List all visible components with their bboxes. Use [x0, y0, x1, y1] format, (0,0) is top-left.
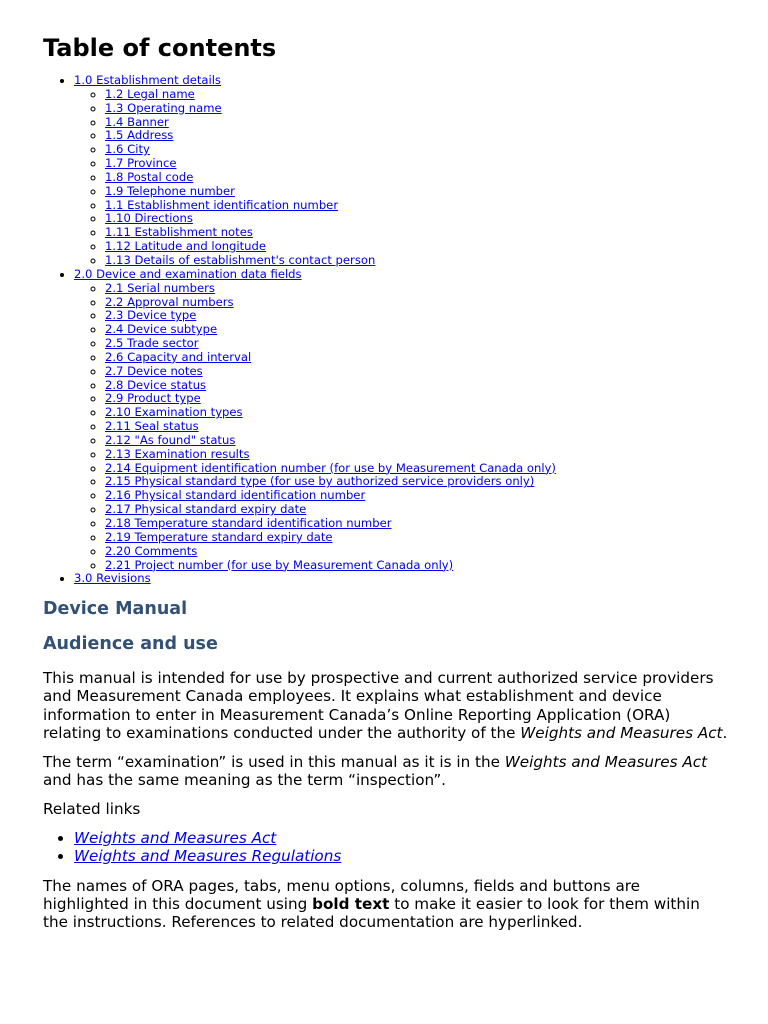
list-item [74, 847, 728, 865]
toc-item [105, 462, 728, 476]
act-title-italic: Weights and Measures Act [504, 753, 708, 772]
paragraph-term-definition [43, 753, 728, 789]
toc-link-2-4[interactable]: 2.4 Device subtype [105, 322, 218, 337]
toc-link-2-6[interactable]: 2.6 Capacity and interval [105, 349, 252, 364]
toc-link-2-10[interactable]: 2.10 Examination types [105, 405, 243, 420]
toc-link-section-3[interactable]: 3.0 Revisions [74, 571, 151, 586]
toc-subsection-list-1 [74, 88, 728, 268]
bold-text-example: bold text [312, 895, 390, 914]
related-links-label: Related links [43, 800, 141, 819]
toc-item [105, 129, 728, 143]
link-weights-and-measures-act[interactable]: Weights and Measures Act [74, 828, 277, 847]
paragraph-note-text: The names of ORA pages, tabs, menu options, columns, fields and buttons are highlighted in this document using [43, 877, 641, 914]
toc-link-1-12[interactable]: 1.12 Latitude and longitude [105, 239, 267, 254]
toc-link-2-12[interactable]: 2.12 "As found" status [105, 432, 236, 447]
toc-link-2-14[interactable]: 2.14 Equipment identification number (for use by Measurement Canada only) [105, 460, 556, 475]
toc-title: Table of contents [43, 34, 277, 62]
toc-item [105, 226, 728, 240]
toc-link-1-11[interactable]: 1.11 Establishment notes [105, 225, 253, 240]
heading-device-manual: Device Manual [43, 599, 188, 620]
toc-item [105, 88, 728, 102]
toc-item [105, 102, 728, 116]
toc-link-2-20[interactable]: 2.20 Comments [105, 543, 198, 558]
toc-link-1-9[interactable]: 1.9 Telephone number [105, 183, 235, 198]
toc-link-2-9[interactable]: 2.9 Product type [105, 391, 201, 406]
toc-item [105, 545, 728, 559]
toc-item [105, 199, 728, 213]
toc-item [105, 406, 728, 420]
related-links-list [43, 829, 728, 865]
paragraph-intro-text: This manual is intended for use by prospective and current authorized service providers and Measurement Canada employees. It explains what establishment and device information to enter in Measurement Canada’s Online Reporting Application (ORA) relating to examinations conducted under the authority of the [43, 669, 714, 742]
toc-link-1-6[interactable]: 1.6 City [105, 142, 150, 157]
toc-item [105, 420, 728, 434]
toc-link-section-1[interactable]: 1.0 Establishment details [74, 73, 221, 87]
link-weights-and-measures-regulations[interactable]: Weights and Measures Regulations [74, 846, 342, 865]
toc-item [105, 475, 728, 489]
toc-subsection-list-2 [74, 282, 728, 573]
toc-link-2-15[interactable]: 2.15 Physical standard type (for use by authorized service providers only) [105, 474, 535, 489]
list-item [74, 829, 728, 847]
table-of-contents [43, 74, 728, 586]
toc-item [105, 185, 728, 199]
toc-link-1-3[interactable]: 1.3 Operating name [105, 100, 222, 115]
toc-link-2-5[interactable]: 2.5 Trade sector [105, 336, 199, 351]
heading-audience-and-use: Audience and use [43, 634, 218, 655]
toc-link-1-5[interactable]: 1.5 Address [105, 128, 174, 143]
toc-item [105, 434, 728, 448]
act-title-italic: Weights and Measures Act [520, 723, 723, 742]
paragraph-note-end: to make it easier to look for them within the instructions. References to related documentation are hyperlinked. [43, 895, 700, 932]
toc-link-2-18[interactable]: 2.18 Temperature standard identification number [105, 516, 392, 530]
toc-link-2-1[interactable]: 2.1 Serial numbers [105, 280, 215, 295]
toc-link-2-2[interactable]: 2.2 Approval numbers [105, 294, 234, 309]
toc-item [105, 116, 728, 130]
toc-item [105, 296, 728, 310]
toc-link-1-4[interactable]: 1.4 Banner [105, 114, 169, 129]
toc-section-2 [74, 268, 728, 573]
toc-item [105, 337, 728, 351]
toc-item [105, 282, 728, 296]
toc-link-2-17[interactable]: 2.17 Physical standard expiry date [105, 502, 307, 517]
toc-item [105, 392, 728, 406]
toc-link-1-2[interactable]: 1.2 Legal name [105, 86, 195, 101]
toc-item [105, 171, 728, 185]
toc-link-1-7[interactable]: 1.7 Province [105, 156, 177, 171]
toc-item [105, 448, 728, 462]
toc-link-2-13[interactable]: 2.13 Examination results [105, 446, 250, 461]
toc-link-1-10[interactable]: 1.10 Directions [105, 211, 193, 226]
toc-item [105, 489, 728, 503]
toc-section-3 [74, 572, 728, 586]
toc-link-1-1[interactable]: 1.1 Establishment identification number [105, 197, 339, 212]
toc-link-2-11[interactable]: 2.11 Seal status [105, 419, 199, 434]
paragraph-intro-end: . [722, 723, 728, 742]
toc-item [105, 157, 728, 171]
toc-item [105, 254, 728, 268]
toc-item [105, 559, 728, 573]
toc-link-2-19[interactable]: 2.19 Temperature standard expiry date [105, 529, 333, 544]
toc-item [105, 240, 728, 254]
toc-link-section-2[interactable]: 2.0 Device and examination data fields [74, 266, 302, 281]
toc-item [105, 517, 728, 531]
toc-item [105, 531, 728, 545]
toc-link-2-21[interactable]: 2.21 Project number (for use by Measurement Canada only) [105, 557, 454, 572]
toc-item [105, 309, 728, 323]
toc-section-1 [74, 74, 728, 268]
paragraph-intro [43, 669, 728, 742]
toc-link-2-16[interactable]: 2.16 Physical standard identification number [105, 488, 366, 503]
paragraph-bold-text-note [43, 877, 728, 932]
toc-item [105, 323, 728, 337]
toc-link-2-7[interactable]: 2.7 Device notes [105, 363, 203, 378]
paragraph-term-end: and has the same meaning as the term “inspection”. [43, 771, 447, 790]
toc-link-1-13[interactable]: 1.13 Details of establishment's contact person [105, 252, 376, 267]
paragraph-term-text: The term “examination” is used in this manual as it is in the [43, 753, 505, 772]
toc-link-1-8[interactable]: 1.8 Postal code [105, 169, 194, 184]
toc-item [105, 143, 728, 157]
toc-item [105, 351, 728, 365]
toc-link-2-8[interactable]: 2.8 Device status [105, 377, 207, 392]
toc-item [105, 212, 728, 226]
toc-item [105, 379, 728, 393]
toc-item [105, 503, 728, 517]
toc-link-2-3[interactable]: 2.3 Device type [105, 308, 197, 323]
toc-item [105, 365, 728, 379]
